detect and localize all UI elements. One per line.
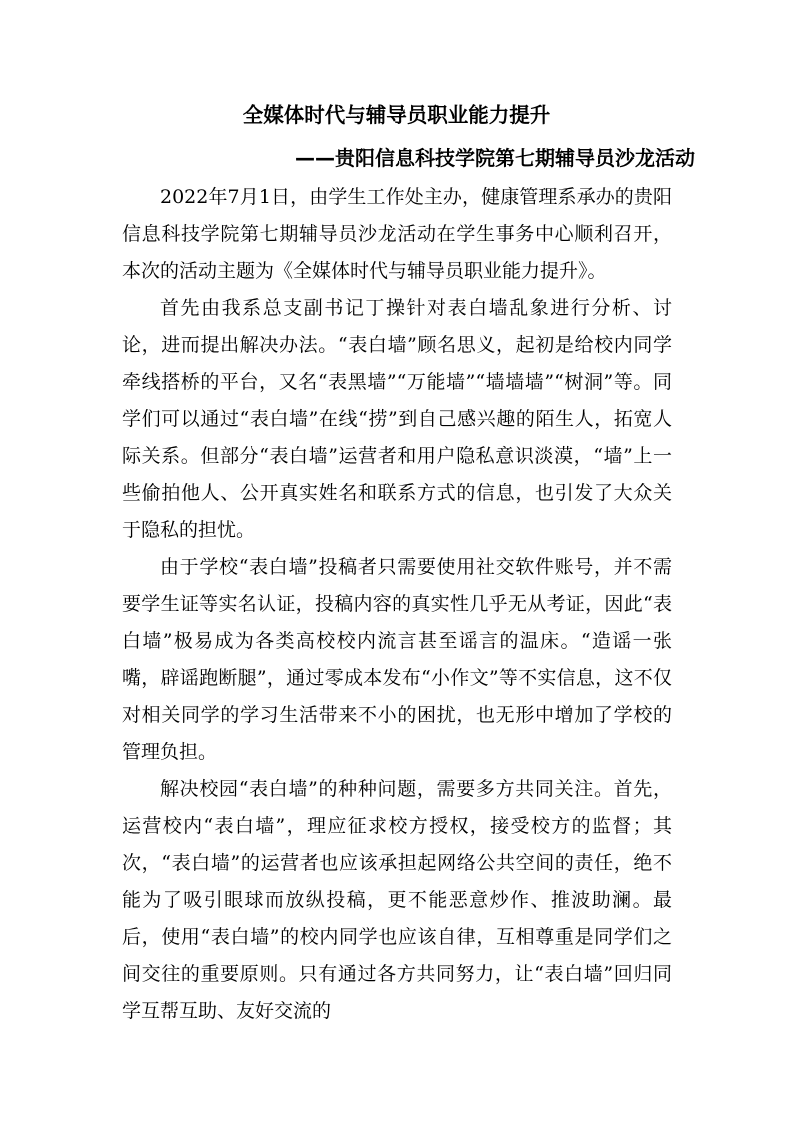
paragraph-1: 2022年7月1日，由学生工作处主办，健康管理系承办的贵阳信息科技学院第七期辅导员沙龙活动在学生事务中心顺利召开，本次的活动主题为《全媒体时代与辅导员职业能力提升》。 xyxy=(122,186,672,282)
document-body xyxy=(122,179,672,1030)
paragraph-4: 解决校园“表白墙”的种种问题，需要多方共同关注。首先，运营校内“表白墙”，理应征求校方授权，接受校方的监督；其次，“表白墙”的运营者也应该承担起网络公共空间的责任，绝不能为了吸引眼球而放纵投稿，更不能恶意炒作、推波助澜。最后，使用“表白墙”的校内同学也应该自律，互相尊重是同学们之间交往的重要原则。只有通过各方共同努力，让“表白墙”回归同学互帮互助、友好交流的 xyxy=(122,778,672,1022)
paragraph-2: 首先由我系总支副书记丁操针对表白墙乱象进行分析、讨论，进而提出解决办法。“表白墙”顾名思义，起初是给校内同学牵线搭桥的平台，又名“表黑墙”“万能墙”“墙墙墙”“树洞”等。同学们可以通过“表白墙”在线“捞”到自己感兴趣的陌生人，拓宽人际关系。但部分“表白墙”运营者和用户隐私意识淡漠，“墙”上一些偷拍他人、公开真实姓名和联系方式的信息，也引发了大众关于隐私的担忧。 xyxy=(122,297,672,541)
paragraph-3: 由于学校“表白墙”投稿者只需要使用社交软件账号，并不需要学生证等实名认证，投稿内容的真实性几乎无从考证，因此“表白墙”极易成为各类高校校内流言甚至谣言的温床。“造谣一张嘴，辟谣跑断腿”，通过零成本发布“小作文”等不实信息，这不仅对相关同学的学习生活带来不小的困扰，也无形中增加了学校的管理负担。 xyxy=(122,556,672,763)
document-title: 全媒体时代与辅导员职业能力提升 xyxy=(242,103,551,127)
document-subtitle: ——贵阳信息科技学院第七期辅导员沙龙活动 xyxy=(295,146,695,170)
